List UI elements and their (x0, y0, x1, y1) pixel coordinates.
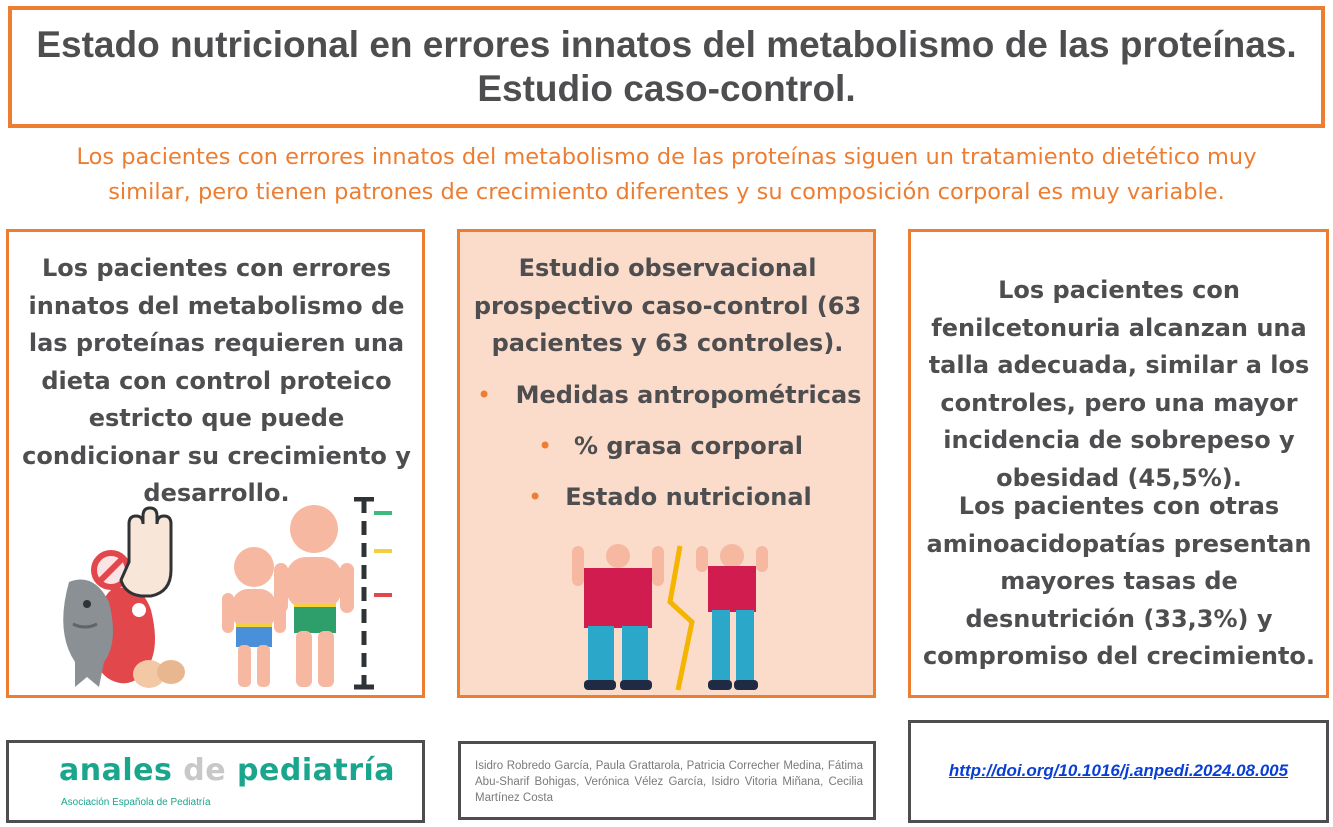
subtitle-line-2: similar, pero tienen patrones de crecimiento diferentes y su composición corporal es muy variable. (108, 179, 1225, 205)
results-line: mayores tasas de (1000, 567, 1238, 595)
results-line: talla adecuada, similar a los (928, 351, 1310, 379)
page-title (36, 23, 1296, 111)
results-line: Los pacientes con otras (958, 492, 1280, 520)
methods-text (470, 250, 865, 363)
methods-line: pacientes y 63 controles). (491, 329, 844, 357)
results-line: controles, pero una mayor (940, 388, 1298, 417)
results-text-2 (919, 488, 1319, 676)
methods-line: Estudio observacional (518, 254, 817, 282)
title-line-1: Estado nutricional en errores innatos del metabolismo de las proteínas. (36, 24, 1297, 65)
authors-text: Isidro Robredo García, Paula Grattarola, Patricia Correcher Medina, Fátima Abu-Sharif Bohigas, Verónica Vélez García, Isidro Vitoria Miñana, Cecilia Martínez Costa (475, 760, 863, 804)
results-line: Los pacientes con (998, 276, 1240, 304)
doi-link[interactable]: http://doi.org/10.1016/j.anpedi.2024.08.005 (948, 761, 1289, 780)
doi-box (908, 720, 1329, 823)
panel-results (908, 229, 1329, 698)
methods-bullet-list (460, 370, 875, 523)
logo-text-part: de (183, 753, 227, 788)
summary-subtitle (20, 140, 1313, 210)
results-line: incidencia de sobrepeso y (943, 426, 1295, 454)
growth-comparison-icon (570, 542, 770, 692)
bullet-item (460, 421, 875, 472)
background-text (19, 250, 414, 513)
bullet-icon: • (477, 381, 492, 409)
journal-logo-subtitle: Asociación Española de Pediatría (61, 797, 211, 808)
logo-text-part: pediatría (226, 753, 396, 788)
results-line: desnutrición (33,3%) y (965, 604, 1273, 633)
journal-logo-box (6, 740, 425, 823)
bullet-icon: • (528, 483, 543, 511)
results-line: aminoacidopatías presentan (926, 529, 1312, 558)
background-line: desarrollo. (143, 479, 290, 507)
methods-line: prospectivo caso-control (63 (473, 291, 862, 320)
background-line: estricto que puede (88, 404, 345, 432)
title-box (8, 6, 1325, 128)
bullet-item (460, 472, 875, 523)
children-height-icon (214, 497, 414, 697)
results-text-1 (919, 272, 1319, 497)
bullet-label: % grasa corporal (574, 432, 803, 460)
background-line: condicionar su crecimiento y (22, 441, 411, 470)
no-protein-food-icon (49, 502, 199, 692)
authors-box (458, 741, 876, 820)
panel-background (6, 229, 425, 698)
background-line: las proteínas requieren una (28, 329, 405, 357)
results-line: compromiso del crecimiento. (922, 642, 1316, 670)
background-line: Los pacientes con errores (42, 254, 391, 282)
title-line-2: Estudio caso-control. (477, 68, 856, 109)
subtitle-line-1: Los pacientes con errores innatos del metabolismo de las proteínas siguen un tratamiento dietético muy (76, 144, 1257, 170)
bullet-label: Medidas antropométricas (515, 381, 862, 409)
results-line: obesidad (45,5%). (996, 463, 1242, 492)
background-line: dieta con control proteico (41, 366, 392, 395)
bullet-icon: • (538, 432, 553, 460)
results-line: fenilcetonuria alcanzan una (931, 313, 1307, 342)
background-line: innatos del metabolismo de (28, 291, 405, 320)
bullet-item (460, 370, 875, 421)
journal-logo (59, 753, 395, 788)
bullet-label: Estado nutricional (565, 483, 812, 511)
panel-methods (457, 229, 876, 698)
logo-text-part: anales (59, 753, 184, 788)
